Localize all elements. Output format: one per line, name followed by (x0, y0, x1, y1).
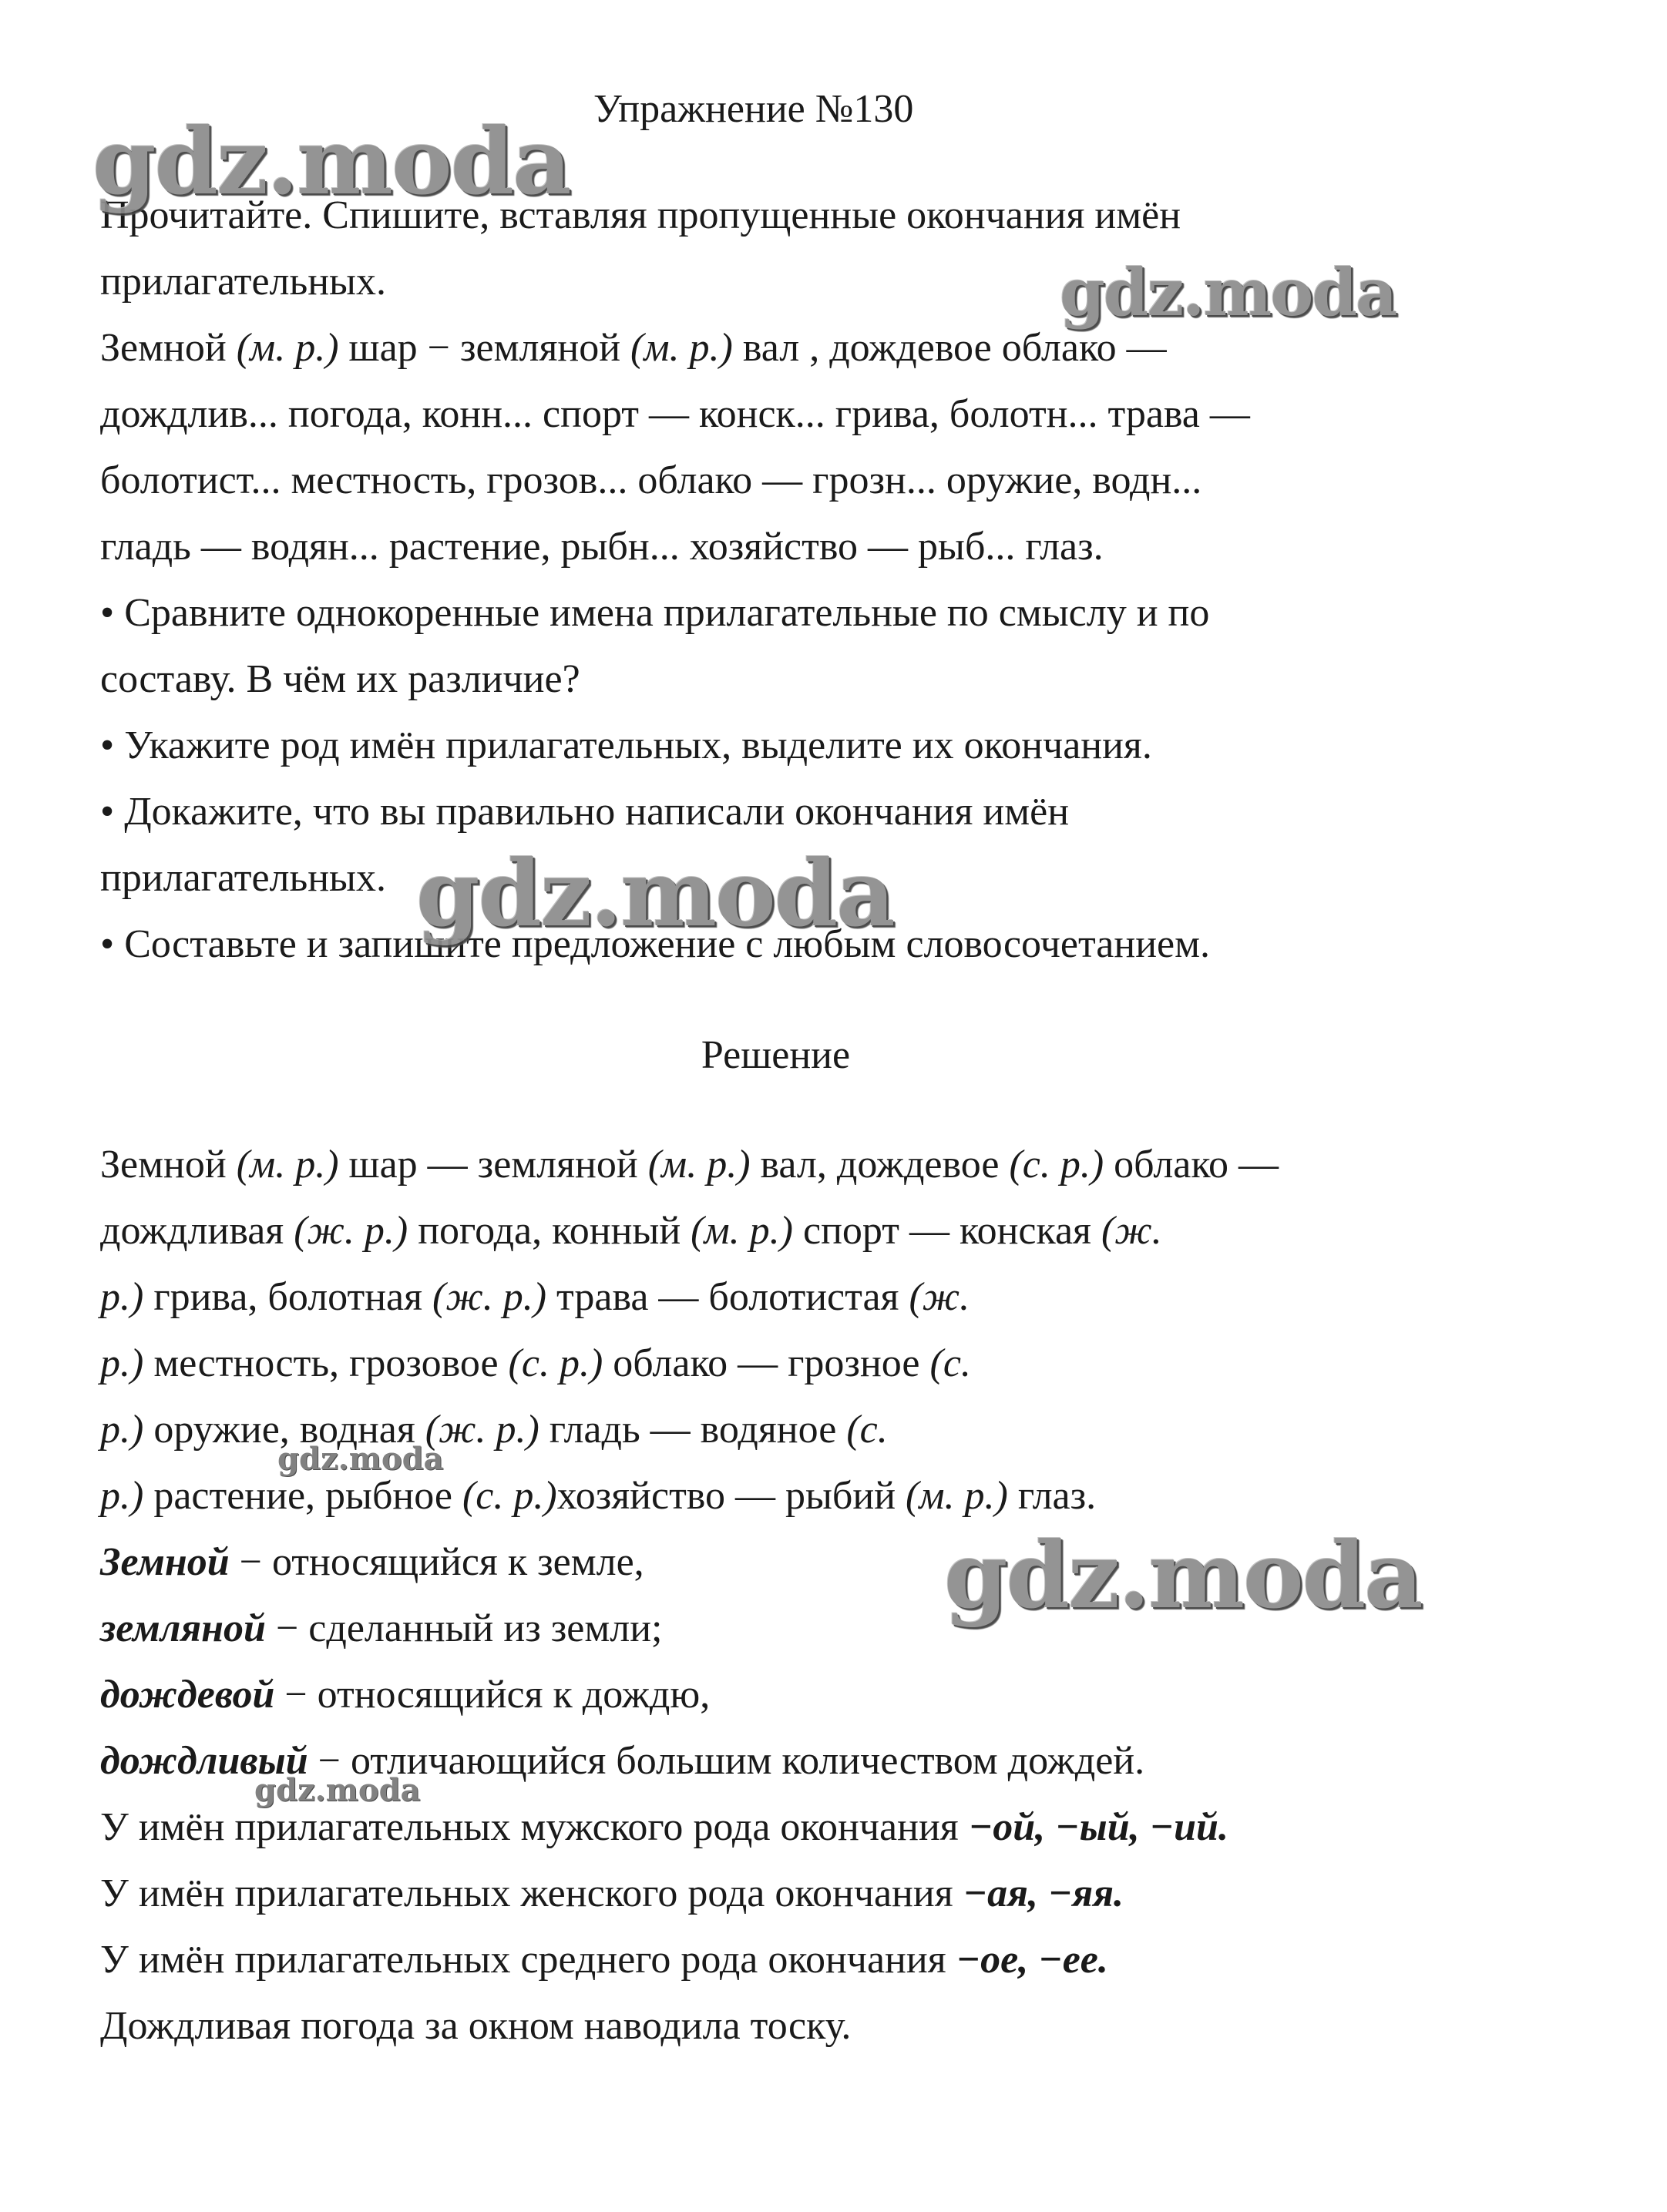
task-line-3 (100, 325, 1167, 371)
task-line-4: дождлив... погода, конн... спорт — конск... грива, болотн... трава — (100, 392, 1250, 436)
text-segment: трава — болотистая (546, 1275, 909, 1319)
watermark: gdz.moda (416, 840, 894, 947)
gender-mark: (с. р.) (462, 1474, 557, 1518)
text-segment: Земной (100, 1143, 237, 1187)
solution-line-3 (100, 1274, 970, 1321)
gender-mark: (с. (846, 1408, 888, 1452)
endings-text: У имён прилагательных мужского рода окончания (100, 1805, 969, 1849)
endings-line-neuter (100, 1937, 1108, 1983)
task-line-1: Прочитайте. Спишите, вставляя пропущенные окончания имён (100, 193, 1181, 237)
gender-mark: (ж. (1101, 1209, 1162, 1253)
text-segment: местность, грозовое (143, 1341, 509, 1385)
task-line-9: • Укажите род имён прилагательных, выделите их окончания. (100, 723, 1152, 767)
solution-line-4 (100, 1341, 971, 1387)
solution-line-2 (100, 1208, 1162, 1254)
gender-mark: (м. р.) (691, 1209, 793, 1253)
task-line-12: • Составьте и запишите предложение с любым словосочетанием. (100, 922, 1211, 966)
endings-list: −ая, −яя. (963, 1871, 1124, 1915)
gender-mark: (м. р.) (236, 326, 339, 370)
watermark: gdz.moda (944, 1522, 1422, 1629)
task-line-7: • Сравните однокоренные имена прилагательные по смыслу и по (100, 591, 1210, 635)
text-segment: спорт — конская (793, 1209, 1101, 1253)
gender-mark: (ж. р.) (425, 1408, 539, 1452)
gender-mark: (м. р.) (647, 1143, 751, 1187)
gender-mark: (с. р.) (508, 1341, 603, 1385)
text-segment: вал , дождевое облако — (732, 326, 1167, 370)
gender-mark: р.) (100, 1341, 144, 1385)
defined-word: земляной (100, 1606, 266, 1650)
text-segment: шар − земляной (338, 326, 631, 370)
definition-text: − отличающийся большим количеством дождей. (308, 1739, 1145, 1783)
watermark: gdz.moda (277, 1441, 444, 1477)
endings-list: −ое, −ее. (956, 1938, 1108, 1982)
defined-word: Земной (100, 1540, 230, 1584)
text-segment: вал, дождевое (750, 1143, 1010, 1187)
watermark: gdz.moda (254, 1772, 421, 1808)
gender-mark: р.) (100, 1275, 144, 1319)
definition-text: − относящийся к земле, (229, 1540, 644, 1584)
watermark: gdz.moda (1060, 254, 1396, 331)
defined-word: дождевой (100, 1673, 275, 1717)
text-segment: шар — земляной (338, 1143, 648, 1187)
definition-line-1 (100, 1539, 644, 1586)
gender-mark: (ж. р.) (294, 1209, 408, 1253)
task-line-11: прилагательных. (100, 856, 386, 900)
definition-line-3 (100, 1672, 710, 1718)
gender-mark: (ж. р.) (432, 1275, 547, 1319)
text-segment: Земной (100, 326, 237, 370)
gender-mark: (м. р.) (236, 1143, 339, 1187)
task-line-6: гладь — водян... растение, рыбн... хозяйство — рыб... глаз. (100, 525, 1104, 569)
task-line-5: болотист... местность, грозов... облако — грозн... оружие, водн... (100, 458, 1202, 502)
example-sentence: Дождливая погода за окном наводила тоску. (100, 2004, 852, 2048)
solution-line-5 (100, 1407, 888, 1453)
endings-text: У имён прилагательных среднего рода окончания (100, 1938, 956, 1982)
task-line-2: прилагательных. (100, 260, 386, 304)
gender-mark: (м. р.) (630, 326, 733, 370)
defined-word: дождливый (100, 1739, 308, 1783)
text-segment: дождливая (100, 1209, 294, 1253)
text-segment: растение, рыбное (143, 1474, 462, 1518)
solution-line-6 (100, 1473, 1096, 1519)
task-line-10: • Докажите, что вы правильно написали окончания имён (100, 790, 1070, 834)
task-line-8: составу. В чём их различие? (100, 657, 580, 701)
definition-text: − относящийся к дождю, (274, 1673, 711, 1717)
endings-list: −ой, −ый, −ий. (968, 1805, 1228, 1849)
text-segment: погода, конный (408, 1209, 691, 1253)
definition-text: − сделанный из земли; (265, 1606, 663, 1650)
text-segment: гладь — водяное (539, 1408, 847, 1452)
exercise-title: Упражнение №130 (593, 87, 914, 131)
endings-line-feminine (100, 1871, 1124, 1917)
text-segment: оружие, водная (143, 1408, 425, 1452)
solution-line-1 (100, 1142, 1279, 1188)
gender-mark: (ж. (909, 1275, 970, 1319)
text-segment: хозяйство — рыбий (556, 1474, 906, 1518)
endings-text: У имён прилагательных женского рода окончания (100, 1871, 963, 1915)
gender-mark: р.) (100, 1408, 144, 1452)
watermark: gdz.moda (92, 108, 570, 215)
gender-mark: (с. (929, 1341, 971, 1385)
text-segment: грива, болотная (143, 1275, 433, 1319)
text-segment: глаз. (1007, 1474, 1097, 1518)
gender-mark: (м. р.) (906, 1474, 1008, 1518)
text-segment: облако — грозное (603, 1341, 930, 1385)
definition-line-2 (100, 1606, 662, 1652)
endings-line-masculine (100, 1804, 1228, 1851)
solution-heading: Решение (701, 1033, 851, 1077)
gender-mark: р.) (100, 1474, 144, 1518)
text-segment: облако — (1104, 1143, 1279, 1187)
gender-mark: (с. р.) (1009, 1143, 1104, 1187)
